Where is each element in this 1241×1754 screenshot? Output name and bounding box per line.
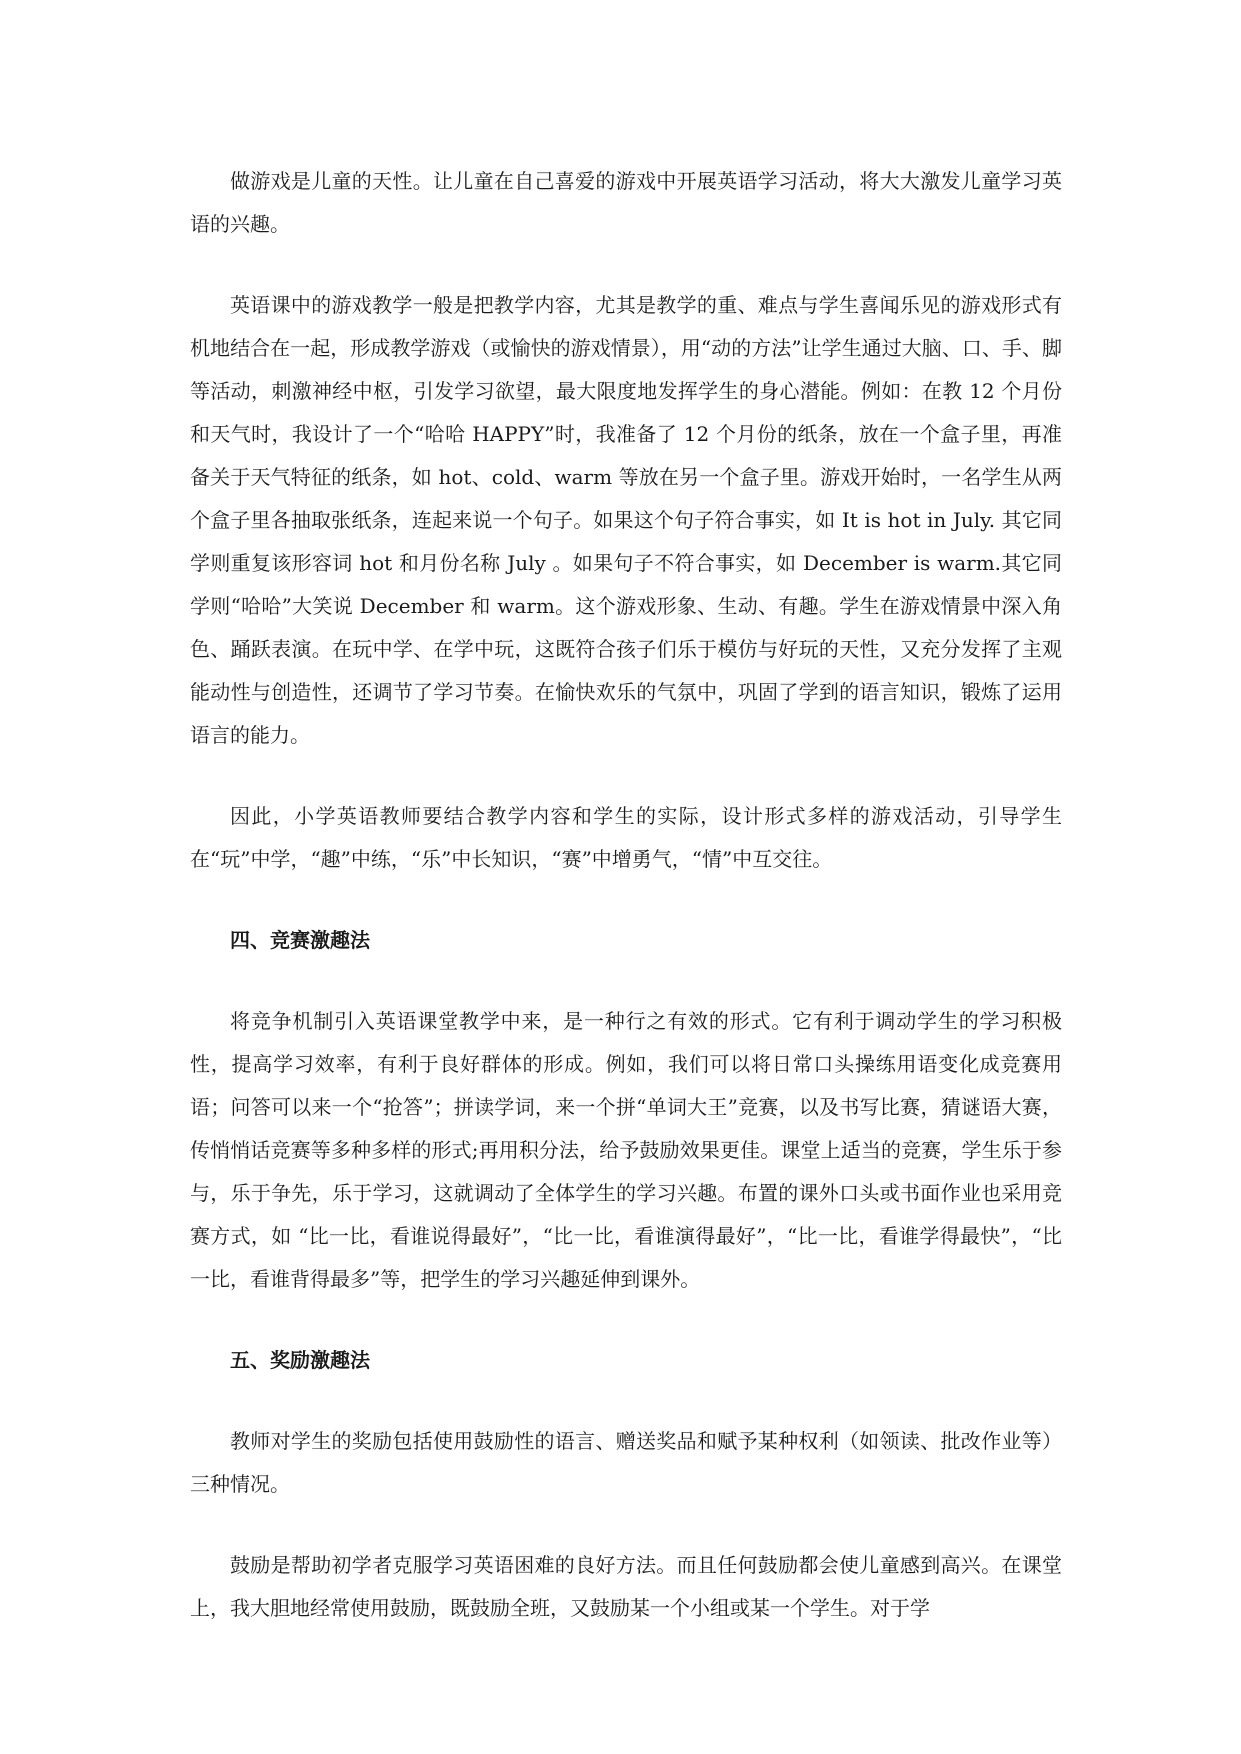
paragraph-game-teaching: 英语课中的游戏教学一般是把教学内容，尤其是教学的重、难点与学生喜闻乐见的游戏形式有机地结合在一起，形成教学游戏（或愉快的游戏情景），用“动的方法”让学生通过大脑、口、手、脚等活动，刺激神经中枢，引发学习欲望，最大限度地发挥学生的身心潜能。例如：在教 12 个月份和天气时，我设计了一个“哈哈 HAPPY”时，我准备了 12 个月份的纸条，放在一个盒子里，再准备关于天气特征的纸条，如 hot、cold、warm 等放在另一个盒子里。游戏开始时，一名学生从两个盒子里各抽取张纸条，连起来说一个句子。如果这个句子符合事实，如 It is hot in July. 其它同学则重复该形容词 hot 和月份名称 July 。如果句子不符合事实，如 December is warm.其它同学则“哈哈”大笑说 December 和 warm。这个游戏形象、生动、有趣。学生在游戏情景中深入角色、踊跃表演。在玩中学、在学中玩，这既符合孩子们乐于模仿与好玩的天性，又充分发挥了主观能动性与创造性，还调节了学习节奏。在愉快欢乐的气氛中，巩固了学到的语言知识，锻炼了运用语言的能力。 <box>190 293 1062 747</box>
document-body <box>190 160 1062 1668</box>
paragraph-reward-types: 教师对学生的奖励包括使用鼓励性的语言、赠送奖品和赋予某种权利（如领读、批改作业等）三种情况。 <box>190 1429 1062 1496</box>
paragraph-competition: 将竞争机制引入英语课堂教学中来，是一种行之有效的形式。它有利于调动学生的学习积极性，提高学习效率，有利于良好群体的形成。例如，我们可以将日常口头操练用语变化成竞赛用语；问答可以来一个“抢答”；拼读学词，来一个拼“单词大王”竞赛，以及书写比赛，猜谜语大赛，传悄悄话竞赛等多种多样的形式;再用积分法，给予鼓励效果更佳。课堂上适当的竞赛，学生乐于参与，乐于争先，乐于学习，这就调动了全体学生的学习兴趣。布置的课外口头或书面作业也采用竞赛方式，如 “比一比，看谁说得最好”，“比一比，看谁演得最好”，“比一比，看谁学得最快”，“比一比，看谁背得最多”等，把学生的学习兴趣延伸到课外。 <box>190 1009 1062 1291</box>
heading-reward-method: 五、奖励激趣法 <box>230 1348 370 1372</box>
paragraph-encouragement: 鼓励是帮助初学者克服学习英语困难的良好方法。而且任何鼓励都会使儿童感到高兴。在课堂上，我大胆地经常使用鼓励，既鼓励全班，又鼓励某一个小组或某一个学生。对于学 <box>190 1553 1062 1620</box>
paragraph-conclusion-games: 因此，小学英语教师要结合教学内容和学生的实际，设计形式多样的游戏活动，引导学生在“玩”中学，“趣”中练，“乐”中长知识，“赛”中增勇气，“情”中互交往。 <box>190 804 1062 871</box>
heading-competition-method: 四、竞赛激趣法 <box>230 928 370 952</box>
paragraph-games-intro: 做游戏是儿童的天性。让儿童在自己喜爱的游戏中开展英语学习活动，将大大激发儿童学习英语的兴趣。 <box>190 169 1062 236</box>
